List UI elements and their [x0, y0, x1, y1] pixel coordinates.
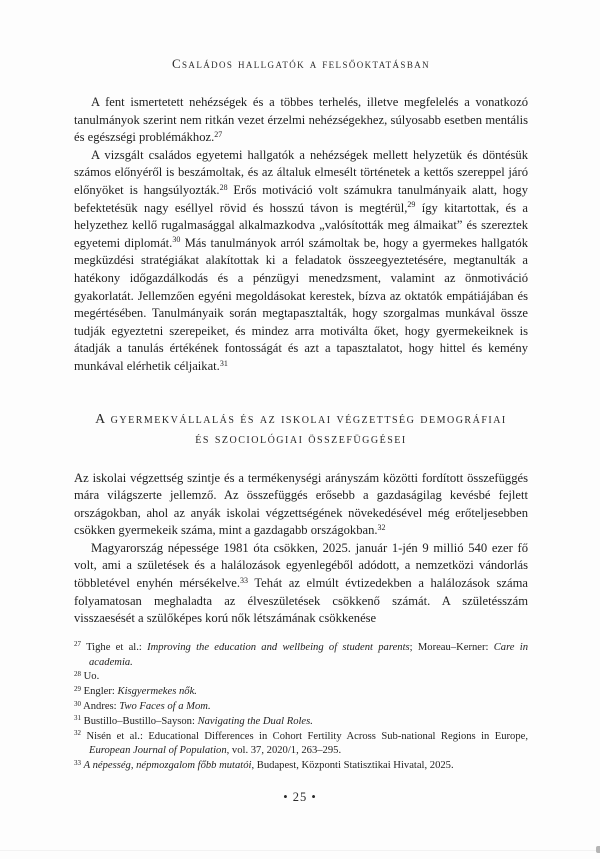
- scan-artifact-line: [0, 850, 600, 851]
- text-segment: A vizsgált családos egyetemi hallgatók a nehézségek mellett helyzetük és döntésük számos előnyéről is beszámoltak, és az általuk elmesélt történetek a kettős szereppel járó előnyöket is hangsúlyozták.: [74, 147, 528, 197]
- text-segment: ; Moreau–Kerner:: [409, 641, 494, 653]
- section-heading-line1: A gyermekvállalás és az iskolai végzettség demográfiai: [95, 410, 507, 426]
- footnote-number: 28: [74, 669, 81, 678]
- footnote-number: 32: [74, 729, 81, 738]
- text-segment: , vol. 37, 2020/1, 263–295.: [226, 745, 342, 757]
- text-segment: Tighe et al.:: [86, 641, 148, 653]
- section-heading: [74, 409, 528, 449]
- footnote-number: 27: [74, 640, 81, 649]
- paragraph: [74, 540, 528, 628]
- text-segment: Kisgyermekes nők.: [117, 686, 197, 698]
- footnote: [74, 685, 528, 700]
- footnote-marker: 28: [219, 182, 228, 192]
- text-segment: A fent ismertetett nehézségek és a többes terhelés, illetve megfelelés a vonatkozó tanulmányok szerint nem ritkán vezet érzelmi nehézségekhez, súlyosabb esetben mentális és egészségi problémákhoz.: [74, 95, 528, 145]
- footnote-marker: 29: [407, 200, 416, 210]
- page-number: • 25 •: [283, 790, 317, 804]
- text-segment: Az iskolai végzettség szintje és a termékenységi arányszám közötti fordított összefüggés mára világszerte jellemző. Az összefüggés erősebb a gazdaságilag kevésbé fejlett országokban, ahol az anyák iskolai végzettségének növekedésével még erőteljesebben csökken gyermekeik száma, mint a gazdagabb országokban.: [74, 470, 528, 538]
- footnote-marker: 32: [377, 522, 386, 532]
- text-segment: Engler:: [83, 686, 118, 698]
- running-head: Családos hallgatók a felsőoktatásban: [171, 56, 431, 71]
- paragraph: [74, 470, 528, 540]
- text-segment: Improving the education and wellbeing of student parents: [147, 641, 410, 653]
- text-segment: A népesség, népmozgalom főbb mutatói: [83, 760, 252, 772]
- text-segment: , Budapest, Központi Statisztikai Hivatal, 2025.: [251, 760, 454, 772]
- text-segment: Uo.: [83, 671, 100, 683]
- footnote-number: 29: [74, 684, 81, 693]
- text-segment: Nisén et al.: Educational Differences in Cohort Fertility Across Sub-national Regions in Europe,: [86, 730, 528, 742]
- footnote-number: 33: [74, 758, 81, 767]
- text-segment: Bustillo–Bustillo–Sayson:: [83, 715, 198, 727]
- text-segment: Andres:: [83, 701, 120, 713]
- text-segment: Two Faces of a Mom.: [119, 701, 211, 713]
- footnote: [74, 641, 528, 671]
- footnotes-block: [74, 641, 528, 774]
- text-segment: Care in academia.: [89, 641, 529, 668]
- paragraph: [74, 94, 528, 147]
- text-segment: Erős motiváció volt számukra tanulmányaik alatt, hogy befektetésük nagy eséllyel rövid és hosszú távon is megtérül,: [74, 182, 528, 215]
- footnote-marker: 27: [214, 129, 223, 139]
- section-heading-line2: és szociológiai összefüggései: [195, 430, 407, 446]
- footnote: [74, 759, 528, 774]
- text-segment: így kitartottak, és a helyzethez kellő rugalmasággal alkalmazkodva „valósították meg álmaikat” és szereztek egyetemi diplomát.: [74, 200, 528, 250]
- text-segment: Magyarország népessége 1981 óta csökken, 2025. január 1-jén 9 millió 540 ezer fő volt, ami a születések és a halálozások egyenlegéből adódott, a nemzetközi vándorlás többletével enyhén mérsékelve.: [74, 540, 528, 591]
- intro-paragraphs: [74, 94, 528, 376]
- footnote: [74, 730, 528, 760]
- text-segment: Navigating the Dual Roles.: [197, 715, 313, 727]
- text-segment: European Journal of Population: [89, 745, 227, 757]
- footnote: [74, 670, 528, 685]
- demography-paragraphs: [74, 470, 528, 628]
- text-segment: Tehát az elmúlt évtizedekben a halálozások száma folyamatosan meghaladta az élveszületések csökkenő számát. A születésszám visszaesését a szülőképes korú nők létszámának csökkenése: [74, 576, 529, 626]
- footnote-marker: 31: [219, 358, 228, 368]
- footnote-number: 31: [74, 714, 81, 723]
- footnote: [74, 715, 528, 730]
- text-segment: Más tanulmányok arról számoltak be, hogy a gyermekes hallgatók megküzdési stratégiákat alakítottak ki a feladatok összeegyeztetésére, megtanulták a hatékony időgazdálkodás és a pénzügyi menedzsment, valamint az önmotiváció gyakorlatát. Jellemzően egyéni megoldásokat kerestek, bízva az oktatók empátiájában és megértésében. Tanulmányaik során megtapasztalták, hogy szorgalmas munkával össze tudják egyeztetni szerepeiket, és mindez arra motiválta őket, hogy gyermekeiknek is átadják a tanulás értékének fontosságát és azt a tapasztalatot, hogy hittel és kemény munkával elérhetik céljaikat.: [74, 235, 528, 373]
- footnote-marker: 33: [240, 575, 248, 585]
- footnote: [74, 700, 528, 715]
- paragraph: [74, 147, 528, 376]
- footnote-marker: 30: [172, 235, 181, 245]
- scan-artifact-dot: [596, 846, 600, 853]
- footnote-number: 30: [74, 699, 81, 708]
